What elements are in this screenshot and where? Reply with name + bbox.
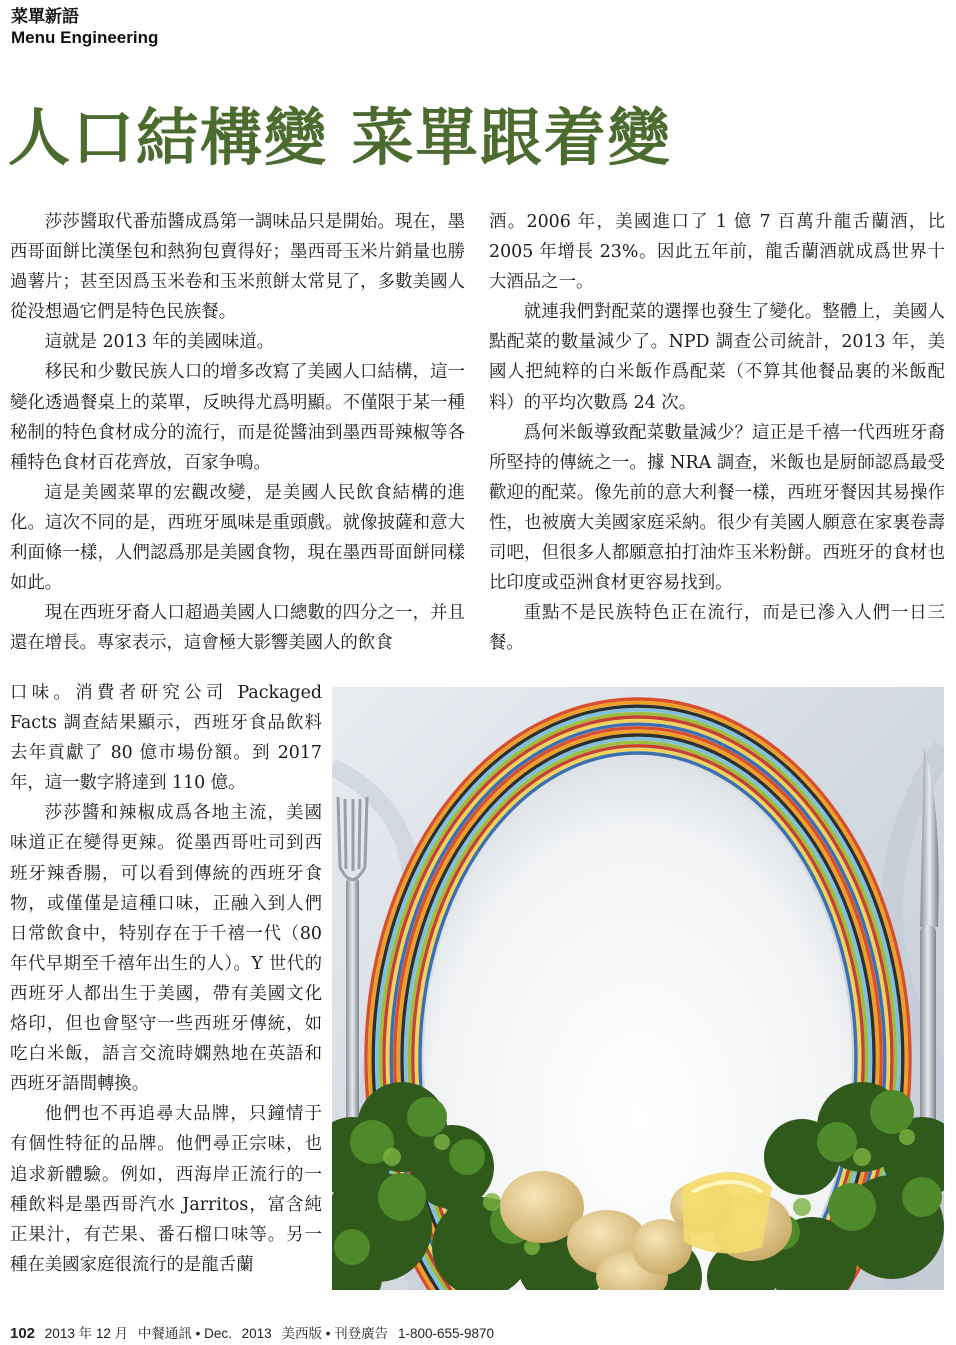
- paragraph: 他們也不再追尋大品牌，只鐘情于有個性特征的品牌。他們尋正宗味，也追求新體驗。例如，西海岸正流行的一種飲料是墨西哥汽水 Jarritos，富含純正果汁，有芒果、番石榴口味等。另一種在美國家庭很流行的是龍舌蘭: [10, 1104, 322, 1275]
- paragraph: 現在西班牙裔人口超過美國人口總數的四分之一，并且還在增長。專家表示，這會極大影響美國人的飲食: [10, 603, 465, 654]
- paragraph: 就連我們對配菜的選擇也發生了變化。整體上，美國人點配菜的數量減少了。NPD 調查公司統計，2013 年，美國人把純粹的白米飯作爲配菜（不算其他餐品裏的米飯配料）的平均次數爲 24 次。: [489, 302, 945, 413]
- edition-label: 美西版 • 刊登廣告: [281, 1326, 389, 1341]
- contact-phone: 1-800-655-9870: [397, 1326, 495, 1341]
- page-number: 102: [10, 1325, 36, 1342]
- paragraph: 爲何米飯導致配菜數量減少？這正是千禧一代西班牙裔所堅持的傳統之一。據 NRA 調查，米飯也是厨師認爲最受歡迎的配菜。像先前的意大利餐一樣，西班牙餐因其易操作性，也被廣大美國家庭采納。很少有美國人願意在家裏卷壽司吧，但很多人都願意拍打油炸玉米粉餅。西班牙的食材也比印度或亞洲食材更容易找到。: [489, 422, 945, 594]
- paragraph: 重點不是民族特色正在流行，而是已滲入人們一日三餐。: [489, 603, 945, 654]
- paragraph: 這就是 2013 年的美國味道。: [44, 332, 275, 353]
- paragraph: 莎莎醬和辣椒成爲各地主流，美國味道正在變得更辣。從墨西哥吐司到西班牙辣香腸，可以看到傳統的西班牙食物，或僅僅是這種口味，正融入到人們日常飲食中，特别存在于千禧一代（80 年代早期至千禧年出生的人）。Y 世代的西班牙人都出生于美國，帶有美國文化烙印，但也會堅守一些西班牙傳統，如吃白米飯，語言交流時嫻熟地在英語和西班牙語間轉換。: [10, 803, 322, 1095]
- paragraph: 移民和少數民族人口的增多改寫了美國人口結構，這一變化透過餐桌上的菜單，反映得尤爲明顯。不僅限于某一種秘制的特色食材成分的流行，而是從醬油到墨西哥辣椒等各種特色食材百花齊放，百家争鳴。: [10, 362, 465, 473]
- page-footer: [10, 1322, 500, 1342]
- paragraph: 莎莎醬取代番茄醬成爲第一調味品只是開始。現在，墨西哥面餅比漢堡包和熱狗包賣得好；墨西哥玉米片銷量也勝過薯片；甚至因爲玉米卷和玉米煎餅太常見了，多數美國人從没想過它們是特色民族餐。: [10, 212, 465, 323]
- plate-illustration: [332, 687, 944, 1290]
- article-column-narrow: [10, 678, 322, 1280]
- paragraph: 這是美國菜單的宏觀改變，是美國人民飲食結構的進化。這次不同的是，西班牙風味是重頭戲。就像披薩和意大利面條一樣，人們認爲那是美國食物，現在墨西哥面餅同樣如此。: [10, 482, 465, 594]
- article-headline: 人口結構變 菜單跟着變: [8, 101, 672, 174]
- section-label-en: Menu Engineering: [11, 28, 159, 47]
- paragraph: 酒。2006 年，美國進口了 1 億 7 百萬升龍舌蘭酒，比 2005 年增長 23%。因此五年前，龍舌蘭酒就成爲世界十大酒品之一。: [489, 212, 945, 293]
- publication-name: 中餐通訊 • Dec.: [137, 1326, 232, 1341]
- plate-photo: [332, 687, 944, 1290]
- article-column-left: [10, 207, 465, 658]
- article-column-right: [489, 207, 945, 658]
- issue-date: 2013 年 12 月: [44, 1326, 129, 1341]
- paragraph: 口味。消費者研究公司 Packaged Facts 調查結果顯示，西班牙食品飲料去年貢獻了 80 億市場份額。到 2017 年，這一數字將達到 110 億。: [10, 683, 322, 794]
- issue-year: 2013: [241, 1326, 272, 1341]
- butter: [682, 1172, 772, 1253]
- section-label-zh: 菜單新語: [11, 7, 79, 27]
